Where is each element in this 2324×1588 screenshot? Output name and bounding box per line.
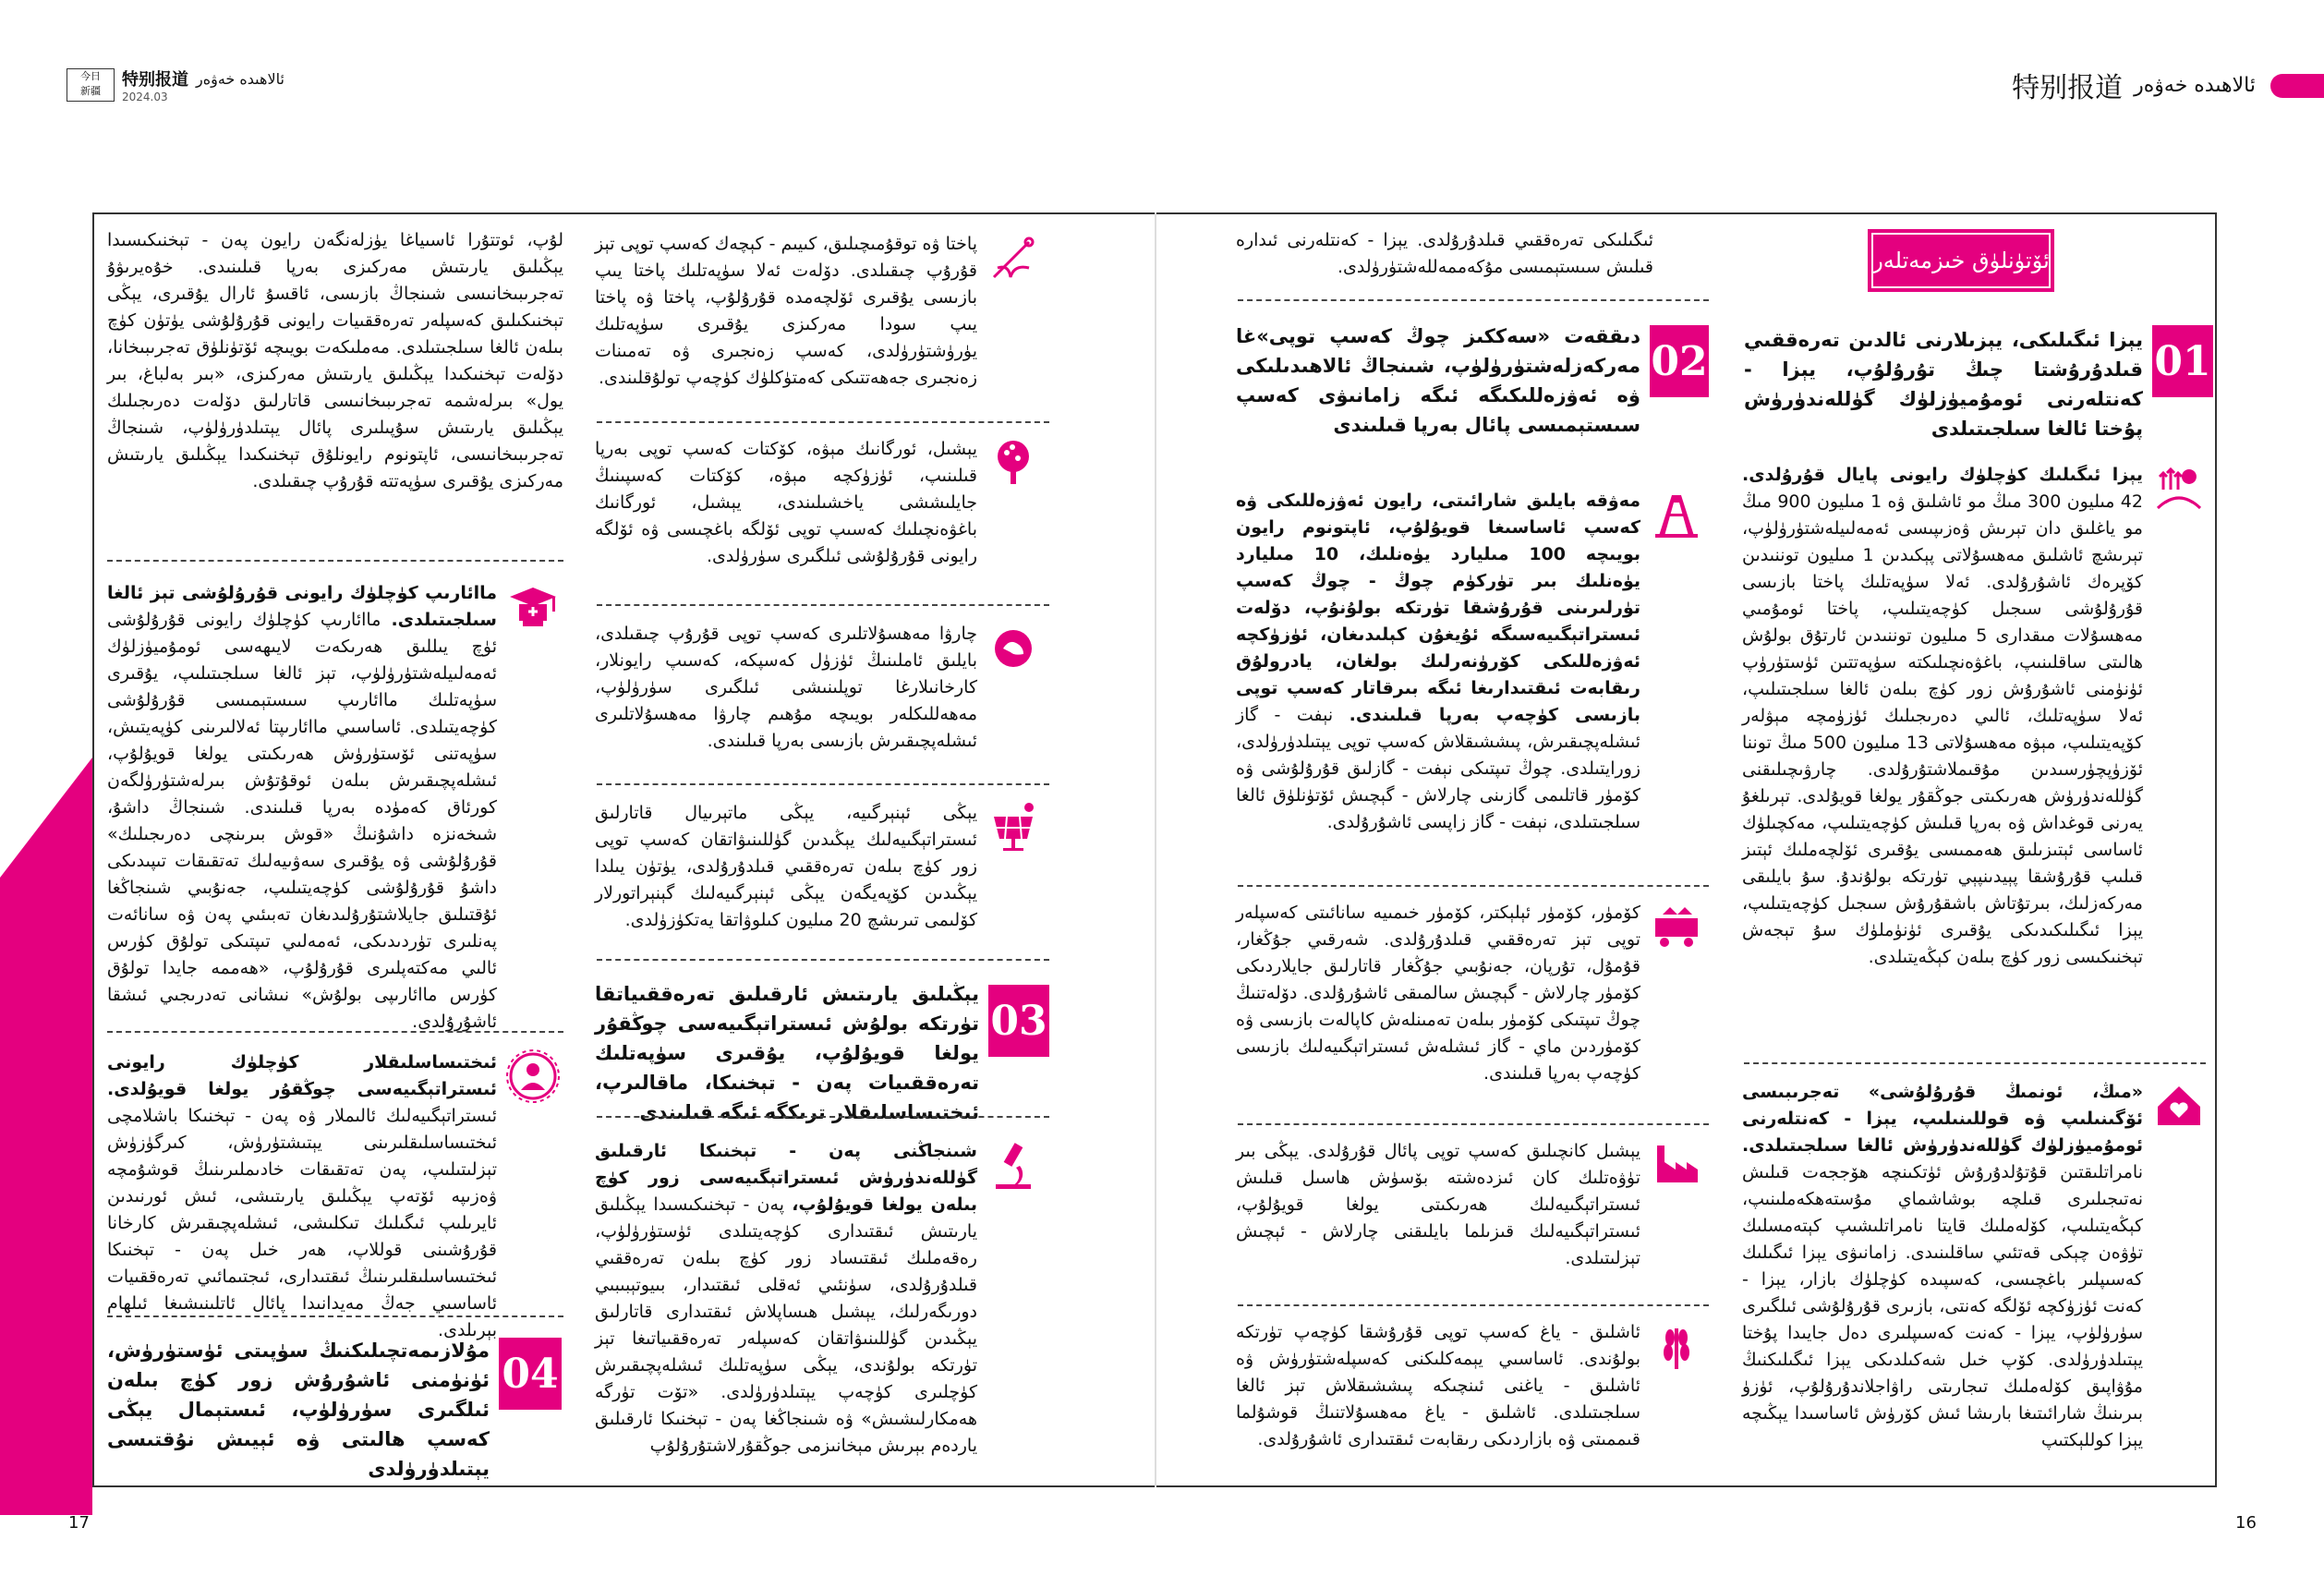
talent-person-icon xyxy=(506,1049,560,1103)
education-icon xyxy=(506,580,560,634)
oil-derrick-icon xyxy=(1650,488,1703,541)
decorative-pink-tab xyxy=(2270,74,2324,98)
page-spine xyxy=(1155,212,1156,1487)
fruit-tree-icon xyxy=(986,436,1040,490)
divider xyxy=(1238,1304,1709,1306)
wheat-farm-icon xyxy=(2152,462,2206,515)
divider xyxy=(107,560,563,562)
cotton-needle-icon xyxy=(986,231,1040,285)
divider xyxy=(597,783,1049,785)
header-cn-title: 特别报道 xyxy=(2012,72,2124,104)
divider xyxy=(1238,1123,1709,1125)
divider xyxy=(1744,1062,2206,1064)
header-ug-title: ئالاھىدە خەۋەر xyxy=(2134,73,2256,97)
divider xyxy=(597,421,1049,423)
section-02-body-3: يېشىل كانچىلىق كەسپ توپى پائال قۇرۇلدى. يېڭى بىر تۈۋەتلىك كان ئىزدەشتە بۆسۈش ھاسىل قىلىش ئىستراتېگىيەلىك ھەرىكىتى يولغا قويۇلۇپ، ئىستراتېگىيەلىك قىزىلما بايلىقنى چارلاش - ئېچىش تېزلىتىلدى. xyxy=(1236,1141,1640,1268)
section-01-continued: ئىگىلىكى تەرەققىي قىلدۇرۇلدى. يېزا - كەنتلەرنى ئىدارە قىلىش سىستېمىسى مۇكەممەللەشتۈرۈلدى. xyxy=(1236,230,1653,277)
section-03-continued: لۇپ، ئوتتۇرا ئاسىياغا يۈزلەنگەن رايون پەن - تېخنىكىسىدا يېڭىلىق يارىتىش مەركىزى بەرپا قىلىنىدى. خۇەيرىۋۇ تەجرىبىخانىسى شىنجاڭ بازىسى، ئاقسۇ ئارال يۇقىرى، يېڭى تېخنىكىلىق كەسپلەر تەرەققىيات رايونى قۇرۇلۇشى يۈتۈن كۈچ بىلەن ئالغا سىلجىتىلدى. مەملىكەت بويىچە ئۆتۈنلۈق تەجرىبىخانا، دۆلەت تېخنىكىدا يېڭىلىق يارىتىش مەركىزى، «بىر بەلباغ، بىر يول» بىرلەشمە تەجرىبىخانىسى قاتارلىق دۆلەت دەرىجىلىك يېڭىلىق يارىتىش سۇپىلىرى پائال يېتىلدۈرۈلۈپ، شىنجاڭ تەجرىبىخانىسى، ئاپتونوم رايونلۇق تېخنىكىدا يېڭىلىق يارىتىش مەركىزى يۇقىرى سۈپەتتە قۇرۇپ چىقىلدى. xyxy=(107,230,563,491)
section-number-02: 02 xyxy=(1650,325,1709,397)
livestock-icon xyxy=(986,621,1040,674)
section-03-body-1: پاختا ۋە توقۇمىچىلىق، كىيىم - كېچەك كەسپ توپى تېز قۇرۇپ چىقىلدى. دۆلەت ئەلا سۈپەتلىك پاختا يىپ بازىسى يۇقىرى ئۆلچەمدە قۇرۇلۇپ، پاختا ۋە پاختا يىپ سودا مەركىزى يۇقىرى سۈپەتلىك يۈرۈشتۈرۈلدى، كەسپ زەنجىرى ۋە تەمىنات زەنجىرى جەھەتتىكى كەمتۈكلۈك كۈچەپ تولۇقلىندى. xyxy=(595,234,977,388)
issue-date: 2024.03 xyxy=(122,91,168,103)
section-02-body-2: كۆمۈر، كۆمۈر ئېلېكتر، كۆمۈر خىمىيە سانائىتى كەسپلەر توپى تېز تەرەققىي قىلدۇرۇلدى. شەرقىي جۇڭغار، قۇمۇل، تۇرپان، جەنۇبىي جۇڭغار قاتارلىق جايلاردىكى كۆمۈر چارلاش - گېچىش سالمىقى ئاشۇرۇلدى. دۆلەتنىڭ چوڭ تىپتىكى كۆمۈر بىلەن تەمىنلەش كاپالەت بازىسى ۋە كۆمۈردىن ماي - گاز ئىشلەش ئىستراتېگىيەلىك بازىسى كۈچەپ بەرپا قىلىندى. xyxy=(1236,903,1640,1084)
house-heart-icon xyxy=(2152,1079,2206,1133)
section-number-04: 04 xyxy=(499,1338,562,1410)
divider xyxy=(107,1031,563,1033)
divider xyxy=(597,959,1049,961)
section-03-body-2: يېشىل، ئورگانىك مېۋە، كۆكتات كەسپ توپى بەرپا قىلىنىپ، ئۈزۈكچە مېۋە، كۆكتات كەسپىنىڭ جايلىششى ياخشىلىندى، يېشىل، ئورگانىك باغۋەنچىلىك كەسىپ توپى ئۆلگە باغچىسى ۋە ئۆلگە رايونى قۇرۇلۇشى ئىلگىرى سۈرۈلدى. xyxy=(595,439,977,566)
solar-panel-icon xyxy=(986,800,1040,854)
left-page-header xyxy=(67,67,284,103)
section-02-body-1: مەۋقە بايلىق شارائىتى، رايون ئەۋزەللىكى ۋە كەسپ ئاساسىغا قويۇلۇپ، ئاپتونوم رايون بويىچە 100 مىليارد يۈەنلىك، 10 مىليارد يۈەنلىك بىر تۈركۈم چوڭ - چوڭ كەسپ تۈرلىرىنى قۇرۇشقا تۈرتكە بولۇنۇپ، دۆلەت ئىستراتېگىيەسىگە ئۇيغۇن كېلىدىغان، ئۈزۈكچە ئەۋزەللىكى كۆرۈنەرلىك بولغان، يادرولۇق رىقابەت ئىقتىدارىغا ئىگە بىرقاتار كەسپ توپى بازىسى كۈچەپ بەرپا قىلىندى. نېفت - گاز ئىشلەپچىقىرش، پىششىقلاش كەسپ توپى يېتىلدۈرۈلدى، زورايتىلدى. چوڭ تىپتىكى نېفت - گازلىق قۇرۇلۇشى ۋە كۆمۈر قاتلىمى گازىنى چارلاش - گېچىش ئۆتۈنلۈق ئالغا سىلجىتىلدى، نېفت - گاز زاپسى ئاشۇرۇلدى. xyxy=(1236,491,1641,832)
divider xyxy=(597,604,1049,606)
header-ug-title: ئالاھىدە خەۋەر xyxy=(196,69,284,88)
page-number-left: 17 xyxy=(68,1513,90,1533)
header-cn-title: 特别报道 xyxy=(122,70,188,90)
section-03-title: يېڭىلىق يارىتىش ئارقىلىق تەرەققىياتقا تۈرتكە بولۇش ئىستراتېگىيەسى چوڭقۇر يولغا قويۇلۇپ، يۇقىرى سۈپەتلىك تەرەققىيات پەن - تېخنىكا، ماقالىرپ، ئىختىساسلىقلار ترىكگە ئىگە قىلىندى xyxy=(595,983,979,1123)
section-03-body-3: چارۋا مەھسۇلاتلىرى كەسپ توپى قۇرۇپ چىقىلدى، بايلىق ئاملىنىڭ ئۈزۈل كەسپكە، كەسىپ رايونلار، كارخانىلارغا توپلىنىشى ئىلگىرى سۈرۈلۈپ، مەھەللىكلەر بويىچە مۇھىم چارۋا مەھسۇلاتلىرى ئىشلەپچىقىرش بازىسى بەرپا قىلىندى. xyxy=(595,624,977,751)
section-04-body-1: ماائارىپ كۈچلۈك رايونى قۇرۇلۇشى تېز ئالغا سىلجىتىلدى. ماائارىپ كۈچلۈك رايونى قۇرۇلۇشى ئۈچ يىللىق ھەرىكەت لايىھەسى ئومۇميۈزلۈك ئەمەلىيلەشتۈرۈلۈپ، تېز ئالغا سىلجىتىلىپ، يۇقىرى سۈپەتلىك ماائارىپ سىستېمىسى قۇرۇلۇشى كۈچەيتىلدى. ئاساسىي ماائارىپتا ئەلالىرىنى كۈپەيتىش، سۈپەتنى ئۆستۈرۈش ھەرىكىتى يولغا قويۇلۇپ، ئىشلەپچىقىرش بىلەن ئوقۇتۇش بىرلەشتۈرۈلگەن كورئاق كەمۈدە بەرپا قىلىندى. شىنجاڭ داشۇ، شىخەنزە داشۇنىڭ «قوش بىرىنچى دەرىجىلىك» قۇرۇلۇشى ۋە يۇقىرى سەۋىيەلىك تەتقىقات تىپىدىكى داشۇ قۇرۇلۇشى كۈچەيتىلىپ، جەنۇبىي شىنجاڭغا ئۇقتىلىق جايلاشتۇرۇلىدىغان تەبىئىي پەن ۋە سانائەت پەنلىرى تۈردىدىكى، ئەمەلىي تىپتىكى تولۇق كۈرس ئالىي مەكتەپلىرى قۇرۇلۇپ، «ھەممە جايدا تولۇق كۈرس ماائارىپى بولۇش» نىشانى تەدرىجىي ئىشقا ئاشۇرۇلدى. xyxy=(107,583,497,1032)
section-01-body-1: يېزا ئىگىلىك كۈچلۈك رايونى پايال قۇرۇلدى. 42 مىليون 300 مىڭ مو ئاشلىق ۋە 1 مىليون 900 مىڭ مو ياغلىق دان تېرىش ۋەزىپىسى ئەمەلىيلەشتۈرۈلۈپ، تېرىشچ ئاشلىق مەھسۇلاتى پېكىدىن 1 مىليون توننىدىن كۆپرەك ئاشۇرۇلدى. ئەلا سۈپەتلىك پاختا بازىسى قۇرۇلۇشى سىجىل كۈچەيتىلىپ، پاختا ئومۇمىي مەھسۇلات مىقدارى 5 مىليون توننىدىن ئارتۇق بولۇش ھالىتى ساقلىنىپ، باغۋەنچىلىكتە سۈپەتتىن ئۈستۈرۈپ ئۈنۈمنى ئاشۇرۇش زور كۈچ بىلەن ئالغا سىلجىتىلىپ، ئەلا سۈپەتلىك، ئالىي دەرىجىلىك ئۈزۈمچە مېۋلەر كۆپەيتىلىپ، مېۋە مەھسۇلاتى 13 مىليون 500 مىڭ توننا ئۆزۈپچۈرسىدىن مۇقىملاشتۇرۇلدى. چارۋىچىلىقنى گۈللەندۈرۈش ھەرىكىتى جوڭقۇر يولغا قويۇلدى. تېرىلغۇ يەرنى قوغداش ۋە بەرپا قىلىش كۈچەيتىلىپ، مەكچىلۈك ئاساسى ئېتىزىلىق ھەممىسى يۇقىرى ئۆلچەملىك ئېتىز قىلىپ قۇرۇشقا پېيدىنپېي تۈرتكە بولۇندۇ. سۇ بايلىقى مەركەزلىك، بىرتۇتاش باشقۇرۇش سىجىل كۈچەيتىلىپ، يېزا ئىگىلىكىدىكى يۇقىرى ئۈنۈملۈك سۇ تېجەش تېخنىكىسى زور كۈچ بىلەن كېڭەيتىلدى. xyxy=(1742,465,2143,967)
divider xyxy=(1238,885,1709,887)
factory-icon xyxy=(1650,1138,1703,1192)
section-04-body-2: ئىختىساسلىقلار كۈچلۈك رايونى ئىستراتېگىيەسى چوڭقۇر يولغا قويۇلدى. ئىستراتېگىيەلىك ئالىملار ۋە پەن - تېخنىكا باشلامچى ئىختىساسلىقلىرىنى يېتىشتۈرۈش، كىرگۈزۈش تېزلىتىلىپ، پەن تەتقىقات خادىملىرىنىڭ قوشۇمچە ۋەزىپە ئۆتەپ يېڭىلىق يارىتىشى، ئىش ئورنىدىن ئايرىلىپ ئىگىلىك تىكلىشى، ئىشلەپچىقىرش كارخانا قۇرۇشىنى قوللاپ، ھەر خىل پەن - تېخنىكا ئىختىساسلىقلىرىنىڭ ئىقتىدارى، ئىجتىمائىي تەرەققىيات ئاساسىي جەڭ مەيدانىدا پائال ئاتلىنىشىغا ئىلھام بېرىلدى. xyxy=(107,1052,497,1340)
section-04-title: مۇلازىمەتچىلىكنىڭ سۈپىتى ئۈستۈرۈش، ئۈنۈمنى ئاشۇرۇش زور كۈچ بىلەن ئىلگىرى سۈرۈلۈپ، ئىستېمال يېڭى كەسپ ھالىتى ۋە ئېيىش نۇقتىسى يېتىلدۈرۈلدى xyxy=(107,1339,490,1480)
section-01-title: يېزا ئىگىلىكى، يېزىلارنى ئالدىن تەرەققىي قىلدۇرۇشتا چىڭ تۇرۇلۇپ، يېزا - كەنتلەرنى ئومۇميۈزلۈك گۈللەندۈرۈش پۇختا ئالغا سىلجىتىلدى xyxy=(1744,329,2143,440)
section-02-body-4: ئاشلىق - ياغ كەسپ توپى قۇرۇشقا كۈچەپ تۈرتكە بولۇندى. ئاساسىي يېمەكلىكنى كەسپلەشتۈرۈش ۋە ئاشلىق - ياغنى ئىنچىكە پىششىقلاش تېز ئالغا سىلجىتىلدى. ئاشلىق - ياغ مەھسۇلاتنىڭ قوشۇلما قىممىتى ۋە بازاردىكى رىقابەت ئىقتىدارى ئاشۇرۇلدى. xyxy=(1236,1322,1640,1449)
section-03-body-5: شىنجاڭنى پەن - تېخنىكا ئارقىلىق گۈللەندۈرۈش ئىستراتېگىيەسى زور كۈچ بىلەن يولغا قويۇلۇپ، پەن - تېخنىكىسىدا يېڭىلىق يارىتىش ئىقتىدارى كۈچەيتىلدى ئۈستۈرۈلۈپ، رەقەملىك ئىقتىساد زور كۈچ بىلەن تەرەققىي قىلدۇرۇلدى، سۈنئىي ئەقلى ئىقتىدار، بىيوتېبىبىي دورىگەرلىك، يېشىل ھىساپلاش ئىقتىدارى قاتارلىق يېڭىدىن گۈللىنىۋاتقان كەسپلەر تەرەققىياتىغا تېز تۈرتكە بولۇندى، يېڭى سۈپەتلىك ئىشلەپچىقىرش كۈچلىرى كۈچەپ يېتىلدۈرۈلدى. «تۆت تۈرگە ھەمكارلىشىش» ۋە شىنجاڭغا پەن - تېخنىكا ئارقىلىق ياردەم بېرىش مېخانىزمى جوڭقۇرلاشتۇرۇلۇپ xyxy=(595,1141,977,1456)
section-number-01: 01 xyxy=(2152,325,2213,397)
grain-icon xyxy=(1650,1319,1703,1373)
magazine-logo: 今日 新疆 xyxy=(67,68,115,102)
section-03-body-4: يېڭى ئېنېرگىيە، يېڭى ماتېرىيال قاتارلىق ئىستراتېگىيەلىك يېڭىدىن گۈللىنىۋاتقان كەسپ توپى زور كۈچ بىلەن تەرەققىي قىلدۇرۇلدى، يۈتۈن يىلدا يېڭىدىن كۆپەيگەن يېڭى ئېنېرگىيەلىك گېنېراتورلار كۆلىمى تىرىشچ 20 مىليون كىلوۋاتقا يەتكۈزۈلدى. xyxy=(595,803,977,930)
section-02-title: دىققەت «سەككىز چوڭ كەسپ توپى»غا مەركەزلەشتۈرۈلۈپ، شىنجاڭ ئالاھىدىلىكى ۋە ئەۋزەللىكىگە ئىگە زامانىۋى كەسپ سىستېمىسى پائال بەرپا قىلىندى xyxy=(1236,325,1640,436)
section-title-box: ئۆتۈنلۈق خىزمەتلەر xyxy=(1868,229,2054,292)
mine-cart-icon xyxy=(1650,900,1703,953)
divider xyxy=(107,1315,563,1317)
divider xyxy=(1238,299,1709,301)
divider xyxy=(597,1116,1049,1118)
page-number-right: 16 xyxy=(2235,1513,2257,1533)
section-01-body-2: «مىڭ، ئونمىڭ قۇرۇلۇشى» تەجرىبىسى ئۆگىنىلىپ ۋە قوللىنىلىپ، يېزا - كەنتلەرنى ئومۇميۈزلۈك گۈللەندۈرۈش ئالغا سىلجىتىلدى. نامراتلىقتىن قۇتۇلدۇرۇش ئۈتكىنچە ھۆججەت قىلىش نەتىجىلىرى قىلچە بوشاشماي مۇستەھكەملىنىپ، كېڭەيتىلىپ، كۆلەملىك قايتا نامراتلىشىپ كېتەمسلىك تۈۋەن چېكى قەتئىي ساقلىنىدى. زامانىۋى يېزا ئىگىلىك كەسىپلىر باغچىسى، كەسپىدە كۈچلۈك بازار، يېزا - كەنت ئۈزۈكچە ئۆلگە كەنتى، بازىرى قۇرۇلۇشى ئىلگىرى سۈرۈلۈپ، يېزا - كەنت كەسىپلىرى دەل جايىدا پۇختا يېتىلدۈرۈلدى. كۆپ خىل شەكىلدىكى يېزا ئىگىلىكنىڭ مۇۋاپىق كۆلەملىك تىجارىتى راۋاجلاندۇرۇلۇپ، ئۈزۈ بىرىنىڭ شارائىتىغا بارىشا ئىش كۆرۈش ئاساسىدا يېڭىچە يېزا كوللېكتىپ xyxy=(1742,1082,2143,1450)
right-page-header xyxy=(2012,65,2256,105)
decorative-pink-band xyxy=(0,758,92,1515)
section-number-03: 03 xyxy=(988,985,1049,1057)
microscope-icon xyxy=(986,1138,1040,1192)
